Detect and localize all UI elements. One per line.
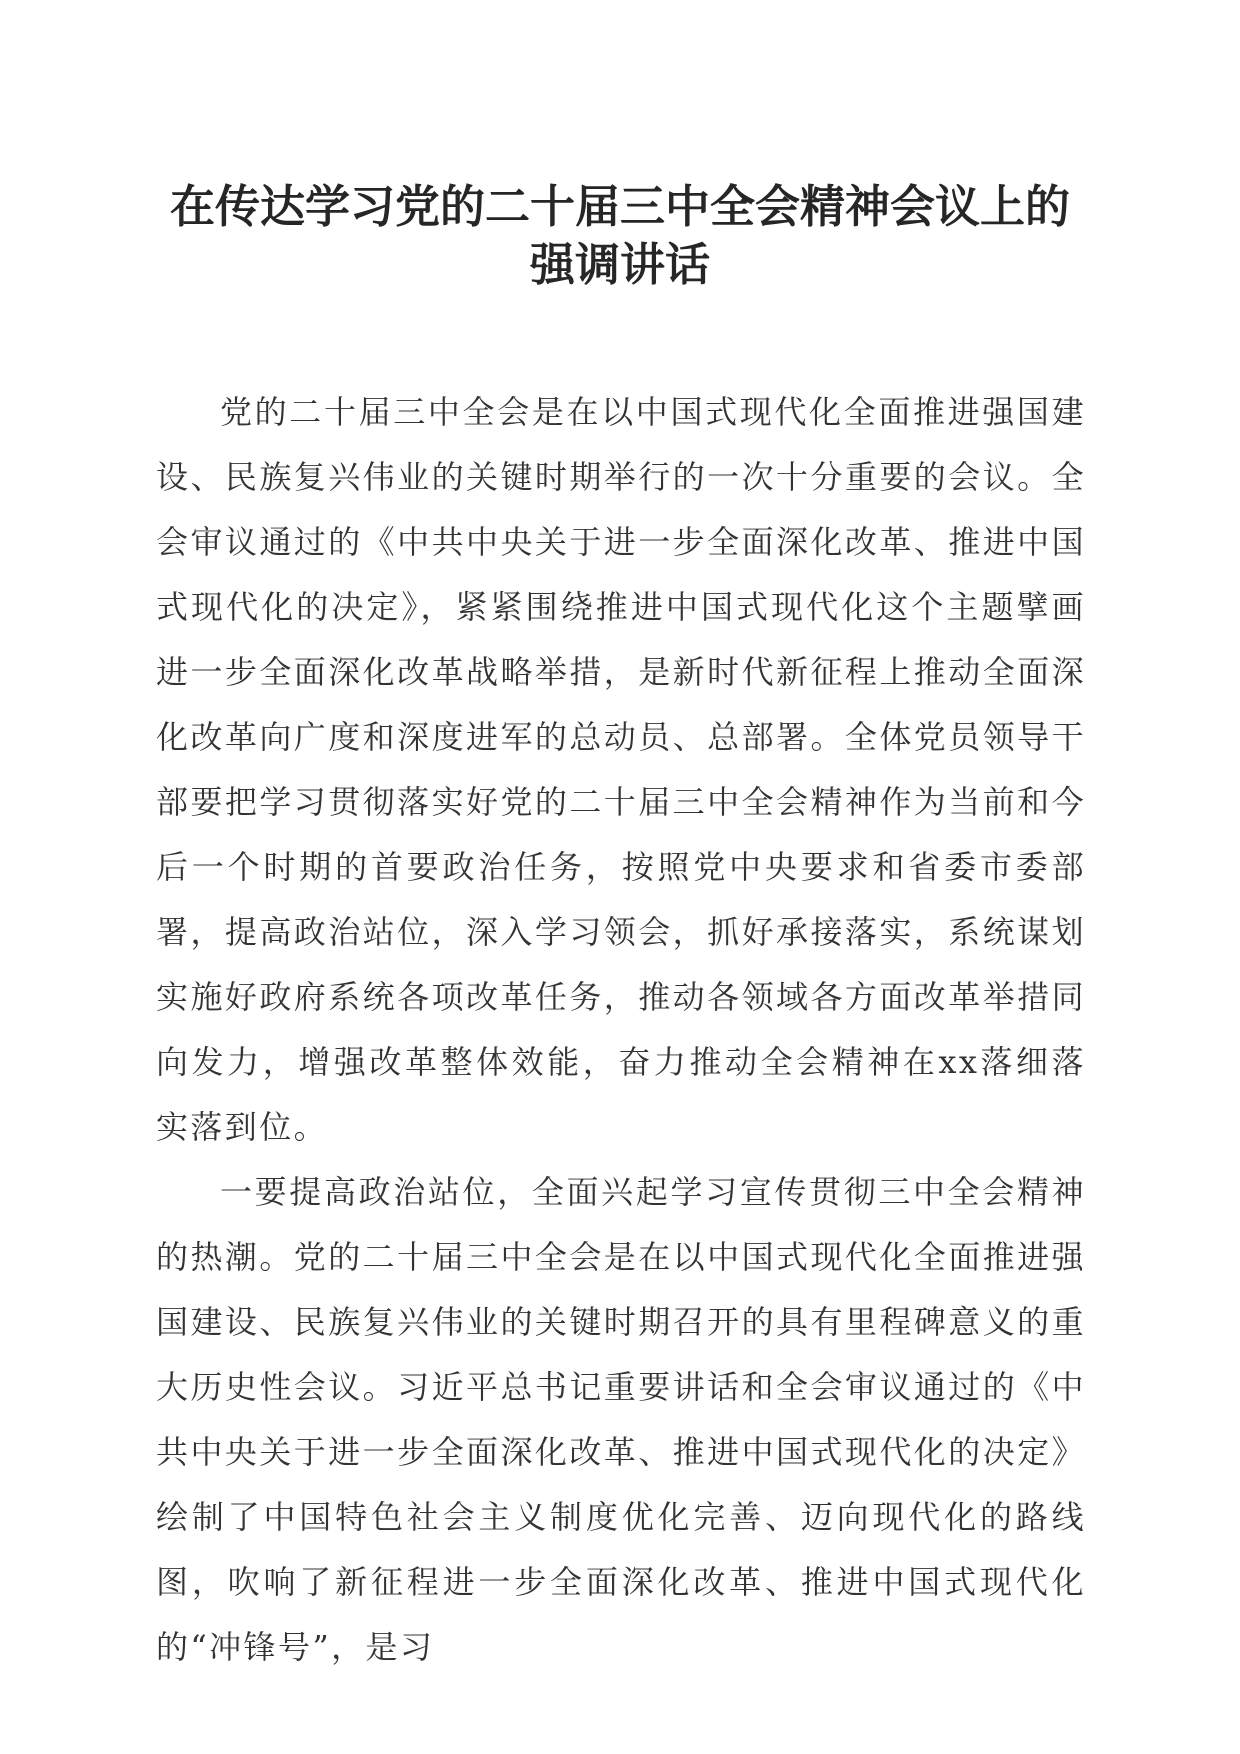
document-body	[156, 380, 1086, 1680]
document-title	[150, 178, 1090, 294]
title-line-1: 在传达学习党的二十届三中全会精神会议上的	[169, 180, 1070, 233]
body-paragraph-2: 一要提高政治站位，全面兴起学习宣传贯彻三中全会精神的热潮。党的二十届三中全会是在以中国式现代化全面推进强国建设、民族复兴伟业的关键时期召开的具有里程碑意义的重大历史性会议。习近平总书记重要讲话和全会审议通过的《中共中央关于进一步全面深化改革、推进中国式现代化的决定》绘制了中国特色社会主义制度优化完善、迈向现代化的路线图，吹响了新征程进一步全面深化改革、推进中国式现代化的“冲锋号”，是习	[156, 1173, 1086, 1666]
body-paragraph-1: 党的二十届三中全会是在以中国式现代化全面推进强国建设、民族复兴伟业的关键时期举行的一次十分重要的会议。全会审议通过的《中共中央关于进一步全面深化改革、推进中国式现代化的决定》，紧紧围绕推进中国式现代化这个主题擘画进一步全面深化改革战略举措，是新时代新征程上推动全面深化改革向广度和深度进军的总动员、总部署。全体党员领导干部要把学习贯彻落实好党的二十届三中全会精神作为当前和今后一个时期的首要政治任务，按照党中央要求和省委市委部署，提高政治站位，深入学习领会，抓好承接落实，系统谋划实施好政府系统各项改革任务，推动各领域各方面改革举措同向发力，增强改革整体效能，奋力推动全会精神在xx落细落实落到位。	[156, 393, 1086, 1146]
title-line-2: 强调讲话	[529, 238, 710, 291]
